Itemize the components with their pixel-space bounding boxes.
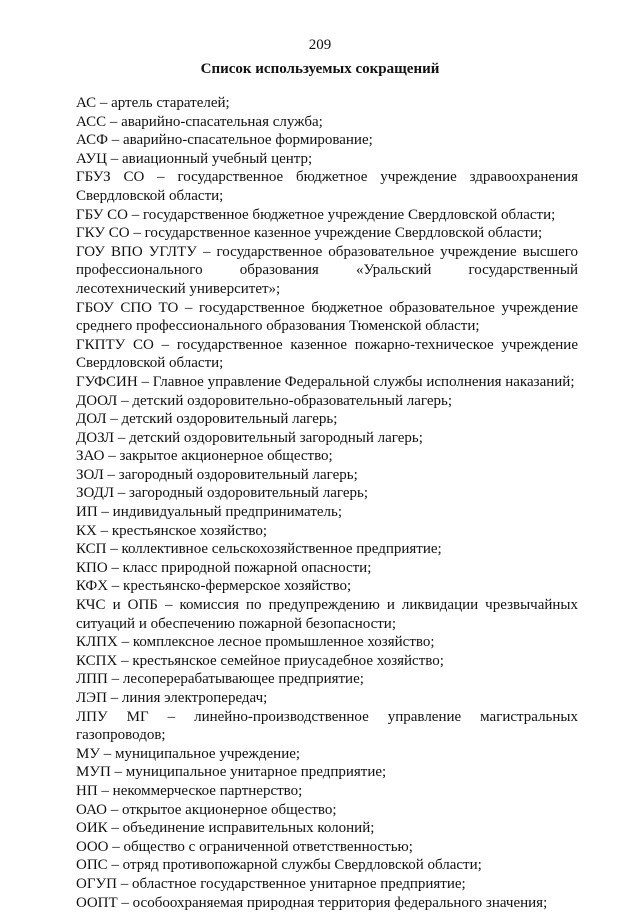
abbreviation-separator: – <box>120 875 129 892</box>
abbreviation-definition: государственное образовательное учреждение высшего профессионального образования «Уральский государственный лесотехнический университет»; <box>76 243 579 297</box>
abbreviation-list <box>76 94 578 912</box>
abbreviation-term: ОПС <box>76 857 108 874</box>
abbreviation-definition: детский оздоровительно-образовательный лагерь; <box>132 392 453 409</box>
list-item <box>76 150 578 169</box>
abbreviation-definition: индивидуальный предприниматель; <box>112 504 343 521</box>
abbreviation-separator: – <box>101 782 109 799</box>
abbreviation-definition: муниципальное учреждение; <box>114 745 301 762</box>
abbreviation-separator: – <box>164 597 173 614</box>
abbreviation-term: ЗОДЛ <box>76 485 115 502</box>
list-item <box>76 540 578 559</box>
list-item <box>76 206 578 225</box>
list-item <box>76 763 578 782</box>
abbreviation-separator: – <box>133 225 141 242</box>
abbreviation-term: ЛПП <box>76 671 108 688</box>
abbreviation-definition: государственное казенное пожарно-техническое учреждение Свердловской области; <box>76 336 578 372</box>
abbreviation-separator: – <box>99 95 108 111</box>
abbreviation-term: КЧС и ОПБ <box>76 597 158 614</box>
abbreviation-term: АСФ <box>76 132 108 149</box>
list-item <box>76 410 578 429</box>
abbreviation-term: ДООЛ <box>76 392 118 409</box>
abbreviation-definition: загородный оздоровительный лагерь; <box>118 466 358 483</box>
list-item <box>76 782 578 801</box>
abbreviation-definition: лесоперерабатывающее предприятие; <box>122 671 364 688</box>
list-item <box>76 819 578 838</box>
abbreviation-definition: государственное бюджетное образовательное учреждение среднего профессионального образования Тюменской области; <box>76 299 579 335</box>
list-item <box>76 447 578 466</box>
abbreviation-definition: детский оздоровительный лагерь; <box>121 411 338 428</box>
abbreviation-separator: – <box>121 634 130 651</box>
list-item <box>76 670 578 689</box>
list-item <box>76 875 578 894</box>
abbreviation-separator: – <box>161 336 170 353</box>
abbreviation-separator: – <box>108 448 116 465</box>
abbreviation-definition: открытое акционерное общество; <box>122 801 337 818</box>
abbreviation-definition: закрытое акционерное общество; <box>119 448 333 465</box>
abbreviation-term: ГБУЗ СО <box>76 169 145 186</box>
abbreviation-definition: государственное казенное учреждение Свердловской области; <box>144 225 543 242</box>
abbreviation-definition: государственное бюджетное учреждение Свердловской области; <box>142 206 556 223</box>
list-item <box>76 503 578 522</box>
abbreviation-separator: – <box>202 243 211 260</box>
abbreviation-term: ООПТ <box>76 894 118 911</box>
abbreviation-term: ЗАО <box>76 448 105 465</box>
abbreviation-separator: – <box>121 392 129 409</box>
list-item <box>76 745 578 764</box>
abbreviation-definition: коллективное сельскохозяйственное предприятие; <box>121 541 442 558</box>
abbreviation-definition: областное государственное унитарное предприятие; <box>131 875 466 892</box>
abbreviation-term: КПО <box>76 559 108 576</box>
abbreviation-definition: некоммерческое партнерство; <box>112 782 303 799</box>
abbreviation-term: ГУФСИН <box>76 373 138 390</box>
abbreviation-term: ГБУ СО <box>76 206 128 223</box>
list-item <box>76 466 578 485</box>
abbreviation-term: МУ <box>76 745 100 762</box>
abbreviation-separator: – <box>111 578 120 595</box>
abbreviation-term: ГОУ ВПО УГЛТУ <box>76 243 197 260</box>
abbreviation-definition: крестьянское хозяйство; <box>111 522 268 539</box>
abbreviation-term: КСП <box>76 541 107 558</box>
abbreviation-definition: отряд противопожарной службы Свердловской области; <box>122 857 482 874</box>
abbreviation-separator: – <box>107 466 116 483</box>
abbreviation-term: ОГУП <box>76 875 117 892</box>
list-item <box>76 596 578 633</box>
list-item <box>76 708 578 745</box>
abbreviation-separator: – <box>121 894 129 911</box>
abbreviation-definition: крестьянско-фермерское хозяйство; <box>123 578 352 595</box>
abbreviation-separator: – <box>111 132 120 149</box>
abbreviation-separator: – <box>110 801 119 818</box>
abbreviation-separator: – <box>110 541 118 558</box>
list-item <box>76 801 578 820</box>
abbreviation-separator: – <box>111 671 120 688</box>
list-item <box>76 559 578 578</box>
list-item <box>76 131 578 150</box>
abbreviation-definition: класс природной пожарной опасности; <box>122 559 372 576</box>
abbreviation-definition: общество с ограниченной ответственностью; <box>123 838 413 855</box>
abbreviation-term: ИП <box>76 504 98 521</box>
list-item <box>76 224 578 243</box>
abbreviation-definition: крестьянское семейное приусадебное хозяйство; <box>132 652 444 669</box>
abbreviation-term: КФХ <box>76 578 109 595</box>
list-item <box>76 392 578 411</box>
abbreviation-separator: – <box>131 206 140 223</box>
abbreviation-separator: – <box>111 559 119 576</box>
abbreviation-definition: загородный оздоровительный лагерь; <box>129 485 369 502</box>
abbreviation-separator: – <box>114 764 123 781</box>
list-item <box>76 336 578 373</box>
abbreviation-separator: – <box>167 708 176 725</box>
list-item <box>76 689 578 708</box>
list-item <box>76 168 578 205</box>
abbreviation-separator: – <box>110 150 119 167</box>
abbreviation-term: ГКПТУ СО <box>76 336 154 353</box>
abbreviation-term: АУЦ <box>76 150 107 167</box>
abbreviation-term: ДОЗЛ <box>76 429 115 446</box>
abbreviation-separator: – <box>110 690 119 706</box>
abbreviation-definition: детский оздоровительный загородный лагерь; <box>129 429 423 446</box>
abbreviation-separator: – <box>100 522 109 539</box>
abbreviation-term: ЛЭП <box>76 690 107 706</box>
abbreviation-term: ДОЛ <box>76 411 107 428</box>
abbreviation-term: АСС <box>76 113 107 130</box>
abbreviation-term: ГКУ СО <box>76 225 130 242</box>
abbreviation-separator: – <box>117 429 126 446</box>
abbreviation-definition: муниципальное унитарное предприятие; <box>125 764 387 781</box>
abbreviation-definition: объединение исправительных колоний; <box>122 820 375 837</box>
abbreviation-definition: государственное бюджетное учреждение здравоохранения Свердловской области; <box>76 169 578 204</box>
abbreviation-term: КЛПХ <box>76 634 118 651</box>
page-title: Список используемых сокращений <box>200 61 440 77</box>
abbreviation-definition: комплексное лесное промышленное хозяйство; <box>132 634 435 651</box>
abbreviation-term: НП <box>76 782 98 799</box>
abbreviation-term: ЛПУ МГ <box>76 708 149 725</box>
abbreviation-term: АС <box>76 95 97 111</box>
list-item <box>76 856 578 875</box>
list-item <box>76 243 578 299</box>
abbreviation-term: ОАО <box>76 801 108 818</box>
abbreviation-separator: – <box>112 838 120 855</box>
abbreviation-separator: – <box>110 411 118 428</box>
list-item <box>76 522 578 541</box>
abbreviation-separator: – <box>103 745 112 762</box>
abbreviation-definition: линейно-производственное управление магистральных газопроводов; <box>76 708 578 744</box>
abbreviation-term: ЗОЛ <box>76 466 104 483</box>
abbreviation-separator: – <box>101 504 109 521</box>
abbreviation-definition: артель старателей; <box>111 95 230 111</box>
list-item <box>76 299 578 336</box>
abbreviation-definition: комиссия по предупреждению и ликвидации чрезвычайных ситуаций и обеспечению пожарной безопасности; <box>76 597 578 632</box>
list-item <box>76 429 578 448</box>
list-item <box>76 894 578 912</box>
abbreviation-separator: – <box>121 652 129 669</box>
list-item <box>76 373 578 392</box>
abbreviation-term: ОИК <box>76 820 108 837</box>
list-item <box>76 633 578 652</box>
page-number: 209 <box>308 37 332 53</box>
abbreviation-term: ООО <box>76 838 109 855</box>
abbreviation-definition: особоохраняемая природная территория федерального значения; <box>132 894 548 911</box>
list-item <box>76 484 578 503</box>
abbreviation-definition: линия электропередач; <box>121 690 268 706</box>
abbreviation-definition: авиационный учебный центр; <box>121 150 313 167</box>
abbreviation-term: ГБОУ СПО ТО <box>76 299 179 316</box>
abbreviation-term: МУП <box>76 764 111 781</box>
list-item <box>76 838 578 857</box>
abbreviation-separator: – <box>109 113 118 130</box>
abbreviation-separator: – <box>111 857 119 874</box>
abbreviation-term: КХ <box>76 522 97 539</box>
list-item <box>76 652 578 671</box>
abbreviation-separator: – <box>157 169 165 186</box>
abbreviation-definition: аварийно-спасательная служба; <box>121 113 323 130</box>
abbreviation-separator: – <box>111 820 119 837</box>
list-item <box>76 113 578 132</box>
abbreviation-separator: – <box>184 299 193 316</box>
list-item <box>76 94 578 113</box>
abbreviation-term: КСПХ <box>76 652 118 669</box>
abbreviation-definition: аварийно-спасательное формирование; <box>122 132 373 149</box>
abbreviation-separator: – <box>141 373 149 390</box>
abbreviation-definition: Главное управление Федеральной службы исполнения наказаний; <box>152 373 575 390</box>
list-item <box>76 577 578 596</box>
abbreviation-separator: – <box>117 485 126 502</box>
